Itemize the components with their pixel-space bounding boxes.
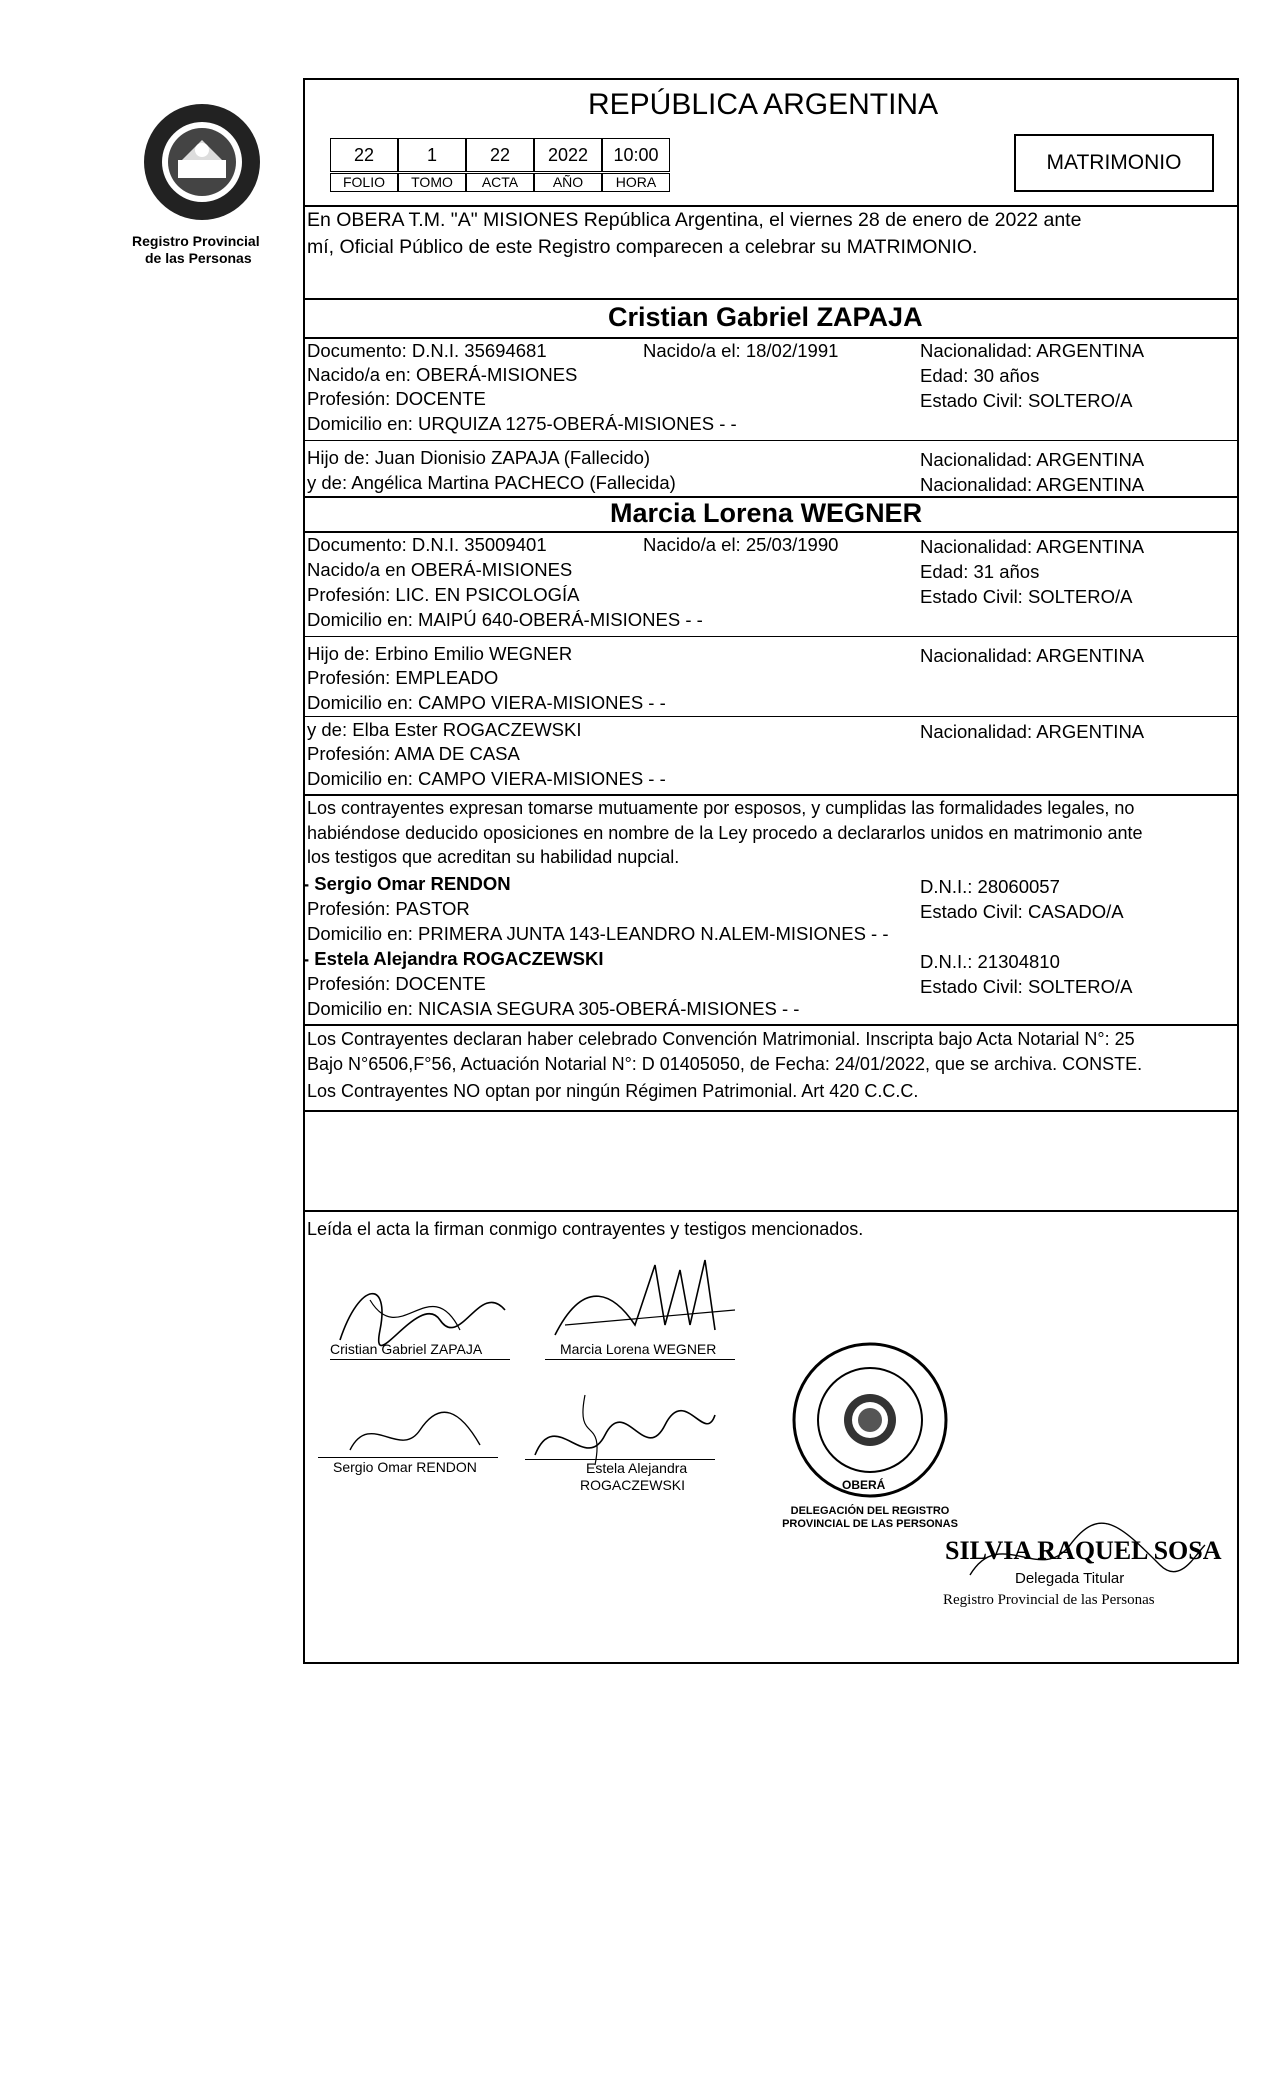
spouse1-edad: Edad: 30 años [920, 365, 1040, 386]
signature-spouse2-icon [545, 1255, 755, 1355]
spouse2-madre-nac: Nacionalidad: ARGENTINA [920, 721, 1145, 742]
signature-officer-icon [960, 1515, 1210, 1595]
field-folio-label: FOLIO [330, 173, 398, 192]
notes-line2: Bajo N°6506,F°56, Actuación Notarial N°: D 01405050, de Fecha: 24/01/2022, que se archiva. CONSTE. [307, 1054, 1143, 1074]
spouse1-estado-civil: Estado Civil: SOLTERO/A [920, 390, 1133, 411]
witness2-name: - Estela Alejandra ROGACZEWSKI [303, 948, 604, 969]
field-hora-value: 10:00 [602, 138, 670, 172]
signature-label-spouse1: Cristian Gabriel ZAPAJA [330, 1341, 483, 1357]
field-tomo-value: 1 [398, 138, 466, 172]
stamp-city: OBERÁ [842, 1478, 886, 1492]
witness2-dni: D.N.I.: 21304810 [920, 951, 1060, 972]
spouse2-domicilio: Domicilio en: MAIPÚ 640-OBERÁ-MISIONES - - [307, 609, 703, 630]
declaration-line3: los testigos que acreditan su habilidad nupcial. [307, 847, 680, 867]
page-title: REPÚBLICA ARGENTINA [588, 88, 939, 121]
province-seal-icon [140, 100, 265, 225]
spouse1-nacido-el: Nacido/a el: 18/02/1991 [643, 340, 839, 361]
spouse2-padre-nac: Nacionalidad: ARGENTINA [920, 645, 1145, 666]
notes-line3: Los Contrayentes NO optan por ningún Régimen Patrimonial. Art 420 C.C.C. [307, 1081, 919, 1101]
signature-label-witness2-line1: Estela Alejandra [586, 1460, 688, 1476]
intro-line1: En OBERA T.M. "A" MISIONES República Argentina, el viernes 28 de enero de 2022 ante [307, 209, 1082, 231]
witness1-domicilio: Domicilio en: PRIMERA JUNTA 143-LEANDRO N.ALEM-MISIONES - - [307, 923, 889, 944]
spouse1-madre: y de: Angélica Martina PACHECO (Fallecida) [307, 472, 676, 493]
officer-name: SILVIA RAQUEL SOSA [945, 1536, 1222, 1565]
record-type: MATRIMONIO [1046, 151, 1182, 174]
signature-label-witness1: Sergio Omar RENDON [333, 1459, 477, 1475]
spouse2-padre-domicilio: Domicilio en: CAMPO VIERA-MISIONES - - [307, 692, 666, 713]
field-ano-label: AÑO [534, 173, 602, 192]
signature-label-witness2-line2: ROGACZEWSKI [580, 1477, 686, 1493]
spouse2-documento: Documento: D.N.I. 35009401 [307, 534, 547, 555]
spouse1-documento: Documento: D.N.I. 35694681 [307, 340, 547, 361]
spouse1-nacionalidad: Nacionalidad: ARGENTINA [920, 340, 1145, 361]
spouse2-nacionalidad: Nacionalidad: ARGENTINA [920, 536, 1145, 557]
field-folio-value: 22 [330, 138, 398, 172]
spouse2-name: Marcia Lorena WEGNER [610, 498, 923, 528]
declaration-line1: Los contrayentes expresan tomarse mutuamente por esposos, y cumplidas las formalidades legales, no [307, 798, 1135, 818]
logo-caption-line1: Registro Provincial [132, 233, 260, 249]
witness1-name: - Sergio Omar RENDON [303, 873, 511, 894]
spouse2-nacido-en: Nacido/a en OBERÁ-MISIONES [307, 559, 573, 580]
read-statement: Leída el acta la firman conmigo contrayentes y testigos mencionados. [307, 1219, 864, 1239]
signature-witness1-icon [330, 1390, 510, 1470]
witness2-estado-civil: Estado Civil: SOLTERO/A [920, 976, 1133, 997]
spouse1-nacido-en: Nacido/a en: OBERÁ-MISIONES [307, 364, 578, 385]
spouse1-name: Cristian Gabriel ZAPAJA [608, 302, 923, 332]
field-tomo-label: TOMO [398, 173, 466, 192]
spouse1-madre-nac: Nacionalidad: ARGENTINA [920, 474, 1145, 495]
intro-line2: mí, Oficial Público de este Registro comparecen a celebrar su MATRIMONIO. [307, 236, 978, 258]
field-ano-value: 2022 [534, 138, 602, 172]
spouse2-nacido-el: Nacido/a el: 25/03/1990 [643, 534, 839, 555]
spouse1-domicilio: Domicilio en: URQUIZA 1275-OBERÁ-MISIONES - - [307, 413, 737, 434]
spouse1-padre-nac: Nacionalidad: ARGENTINA [920, 449, 1145, 470]
officer-title: Delegada Titular [1015, 1570, 1125, 1587]
signature-label-spouse2: Marcia Lorena WEGNER [560, 1341, 717, 1357]
spouse2-madre-domicilio: Domicilio en: CAMPO VIERA-MISIONES - - [307, 768, 666, 789]
witness2-domicilio: Domicilio en: NICASIA SEGURA 305-OBERÁ-MISIONES - - [307, 998, 800, 1019]
spouse2-profesion: Profesión: LIC. EN PSICOLOGÍA [307, 584, 580, 605]
officer-office: Registro Provincial de las Personas [943, 1592, 1155, 1608]
spouse2-edad: Edad: 31 años [920, 561, 1040, 582]
declaration-line2: habiéndose deducido oposiciones en nombre de la Ley procedo a declararlos unidos en matrimonio ante [307, 823, 1143, 843]
notes-line1: Los Contrayentes declaran haber celebrado Convención Matrimonial. Inscripta bajo Acta Notarial N°: 25 [307, 1029, 1135, 1049]
spouse1-profesion: Profesión: DOCENTE [307, 388, 486, 409]
registry-logo [140, 100, 265, 225]
witness1-dni: D.N.I.: 28060057 [920, 876, 1060, 897]
spouse2-madre: y de: Elba Ester ROGACZEWSKI [307, 719, 582, 740]
spouse2-padre-profesion: Profesión: EMPLEADO [307, 667, 499, 688]
spouse2-estado-civil: Estado Civil: SOLTERO/A [920, 586, 1133, 607]
stamp-text: DELEGACIÓN DEL REGISTRO PROVINCIAL DE LAS PERSONAS [782, 1505, 958, 1530]
record-type-box [1014, 134, 1214, 192]
witness1-estado-civil: Estado Civil: CASADO/A [920, 901, 1124, 922]
field-acta-label: ACTA [466, 173, 534, 192]
witness2-profesion: Profesión: DOCENTE [307, 973, 486, 994]
spouse1-padre: Hijo de: Juan Dionisio ZAPAJA (Fallecido) [307, 447, 651, 468]
field-acta-value: 22 [466, 138, 534, 172]
spouse2-padre: Hijo de: Erbino Emilio WEGNER [307, 643, 573, 664]
field-hora-label: HORA [602, 173, 670, 192]
logo-caption-line2: de las Personas [145, 250, 252, 266]
spouse2-madre-profesion: Profesión: AMA DE CASA [307, 743, 520, 764]
witness1-profesion: Profesión: PASTOR [307, 898, 470, 919]
